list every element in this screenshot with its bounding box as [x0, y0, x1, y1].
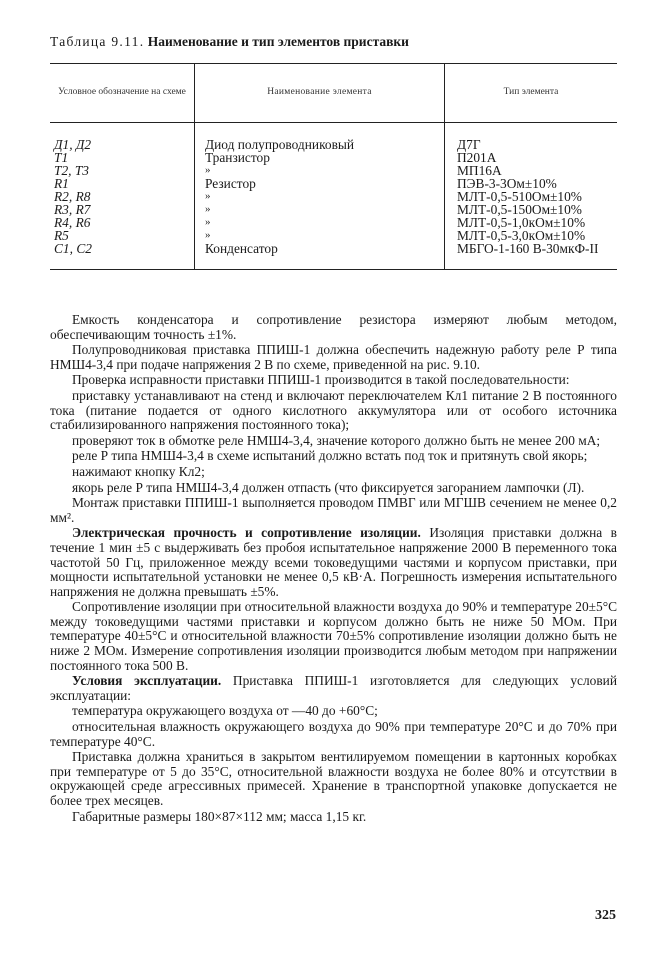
- cell-designation: R1: [54, 176, 69, 191]
- document-page: [50, 34, 617, 825]
- paragraph-text: приставку устанавливают на стенд и включают переключателем Кл1 питание 2 В постоянного тока (питание подается от одного кислотного аккумулятора или от особого источника стабилизированного напряжения постоянного тока);: [50, 387, 617, 433]
- cell-element-name: Транзистор: [195, 151, 445, 164]
- table-caption-title: Наименование и тип элементов приставки: [147, 34, 409, 49]
- paragraph: [50, 313, 617, 342]
- cell-designation: R2, R8: [54, 189, 91, 204]
- paragraph-text: Изоляция приставки должна в течение 1 мин ±5 с выдерживать без пробоя испытательное напряжение 2000 В переменного тока частотой 50 Гц, приложенное между всеми токоведущими частями и корпусом приставки, при мощности испытательной установки не менее 0,5 кВ·А. Погрешность измерения испытательного напряжения не должна превышать ±5%.: [50, 525, 617, 599]
- paragraph: [50, 810, 617, 825]
- header-element-name: Наименование элемента: [195, 64, 445, 123]
- cell-element-name: »: [195, 190, 445, 203]
- paragraph-text: относительная влажность окружающего воздуха до 90% при температуре 20°С и до 70% при температуре 40°С.: [50, 719, 617, 749]
- cell-element-type: Д7Г: [445, 123, 618, 152]
- cell-element-type: МЛТ-0,5-150Ом±10%: [445, 203, 618, 216]
- table-body: [50, 123, 617, 270]
- cell-designation: Д1, Д2: [54, 137, 92, 152]
- cell-element-type: П201А: [445, 151, 618, 164]
- cell-element-name: »: [195, 203, 445, 216]
- cell-designation: R5: [54, 228, 69, 243]
- cell-element-name: »: [195, 216, 445, 229]
- paragraph: [50, 496, 617, 525]
- paragraph: [50, 674, 617, 703]
- section-heading: Электрическая прочность и сопротивление изоляции.: [72, 525, 421, 541]
- paragraph: [50, 434, 617, 449]
- cell-element-type: МБГО-1-160 В-30мкФ-II: [445, 242, 618, 270]
- header-designation: Условное обозначение на схеме: [50, 64, 195, 123]
- cell-element-name: Резистор: [195, 177, 445, 190]
- cell-element-type: МЛТ-0,5-510Ом±10%: [445, 190, 618, 203]
- cell-element-type: МЛТ-0,5-3,0кОм±10%: [445, 229, 618, 242]
- paragraph: [50, 373, 617, 388]
- paragraph: [50, 704, 617, 719]
- cell-designation: R4, R6: [54, 215, 91, 230]
- cell-element-name: »: [195, 229, 445, 242]
- cell-element-type: МЛТ-0,5-1,0кОм±10%: [445, 216, 618, 229]
- paragraph: [50, 343, 617, 372]
- table-header-row: [50, 64, 617, 123]
- paragraph-text: проверяют ток в обмотке реле НМШ4-3,4, значение которого должно быть не менее 200 мА;: [72, 432, 601, 448]
- cell-element-type: МП16А: [445, 164, 618, 177]
- elements-table: [50, 63, 617, 270]
- paragraph-text: Монтаж приставки ППИШ-1 выполняется проводом ПМВГ или МГШВ сечением не менее 0,2 мм².: [50, 495, 617, 525]
- cell-element-name: Конденсатор: [195, 242, 445, 270]
- paragraph: [50, 449, 617, 464]
- paragraph-text: Приставка должна храниться в закрытом вентилируемом помещении в картонных коробках при температуре от 5 до 35°С, относительной влажности воздуха не более 80% и отсутствии в окружающей среде агрессивных примесей. Хранение в транспортной упаковке допускается не более трех месяцев.: [50, 749, 617, 808]
- paragraph-text: Габаритные размеры 180×87×112 мм; масса 1,15 кг.: [72, 808, 367, 824]
- paragraph-text: Приставка ППИШ-1 изготовляется для следующих условий эксплуатации:: [50, 673, 617, 703]
- paragraph-text: Проверка исправности приставки ППИШ-1 производится в такой последовательности:: [72, 372, 570, 388]
- cell-designation: Т2, Т3: [54, 163, 89, 178]
- paragraph-text: Емкость конденсатора и сопротивление резистора измеряют любым методом, обеспечивающим точность ±1%.: [50, 312, 617, 342]
- cell-element-type: ПЭВ-3-3Ом±10%: [445, 177, 618, 190]
- paragraph-text: температура окружающего воздуха от —40 до +60°С;: [72, 703, 378, 719]
- paragraph: [50, 389, 617, 433]
- cell-designation: С1, С2: [50, 242, 195, 270]
- page-number: 325: [595, 908, 616, 923]
- paragraph: [50, 720, 617, 749]
- paragraph: [50, 481, 617, 496]
- paragraph: [50, 600, 617, 673]
- body-text: [50, 313, 617, 824]
- table-row: [50, 151, 617, 164]
- table-caption-number: Таблица 9.11.: [50, 34, 145, 49]
- cell-designation: R3, R7: [54, 202, 91, 217]
- paragraph: [50, 465, 617, 480]
- paragraph-text: нажимают кнопку Кл2;: [72, 463, 205, 479]
- cell-element-name: Диод полупроводниковый: [195, 123, 445, 152]
- cell-element-name: »: [195, 164, 445, 177]
- header-element-type: Тип элемента: [445, 64, 618, 123]
- paragraph: [50, 750, 617, 808]
- table-row: [50, 242, 617, 270]
- table-caption: [50, 34, 617, 50]
- paragraph-text: Сопротивление изоляции при относительной влажности воздуха до 90% и температуре 20±5°С между токоведущими частями приставки и корпусом должно быть не ниже 50 МОм. При температуре 40±5°С и относительной влажности 70±5% сопротивление изоляции должно быть не ниже 2 МОм. Измерение сопротивления изоляции производится любым методом при напряжении постоянного тока 500 В.: [50, 599, 617, 673]
- paragraph-text: Полупроводниковая приставка ППИШ-1 должна обеспечить надежную работу реле Р типа НМШ4-3,4 при подаче напряжения 2 В по схеме, приведенной на рис. 9.10.: [50, 342, 617, 372]
- section-heading: Условия эксплуатации.: [72, 673, 222, 689]
- paragraph-text: якорь реле Р типа НМШ4-3,4 должен отпасть (что фиксируется загоранием лампочки (Л).: [72, 479, 585, 495]
- table-row: [50, 123, 617, 152]
- paragraph: [50, 526, 617, 599]
- paragraph-text: реле Р типа НМШ4-3,4 в схеме испытаний должно встать под ток и притянуть свой якорь;: [72, 448, 588, 464]
- cell-designation: Т1: [54, 150, 69, 165]
